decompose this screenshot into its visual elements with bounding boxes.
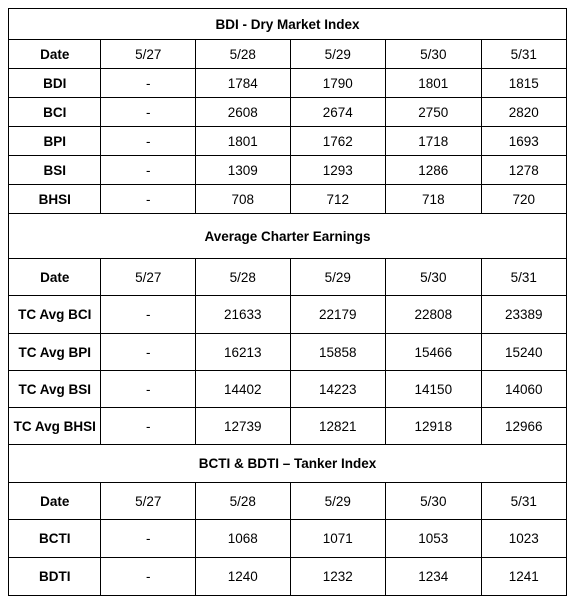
table-row-bpi <box>9 127 567 156</box>
value-cell: 15240 <box>481 334 566 371</box>
value-cell: 2750 <box>386 98 482 127</box>
value-cell: 718 <box>386 185 482 214</box>
value-cell: 1801 <box>196 127 291 156</box>
table-row-tc-avg-bpi <box>9 334 567 371</box>
value-cell: - <box>101 98 196 127</box>
value-cell: 14402 <box>196 371 291 408</box>
value-cell: - <box>101 408 196 445</box>
section-title-row <box>9 445 567 483</box>
date-cell: 5/28 <box>196 483 291 520</box>
row-label: BCI <box>9 98 101 127</box>
value-cell: - <box>101 185 196 214</box>
section-title-charter-earnings: Average Charter Earnings <box>9 214 567 259</box>
value-cell: 1241 <box>481 558 566 596</box>
date-cell: 5/29 <box>290 259 386 296</box>
date-cell: 5/29 <box>290 40 386 69</box>
value-cell: - <box>101 371 196 408</box>
value-cell: 23389 <box>481 296 566 334</box>
value-cell: 1693 <box>481 127 566 156</box>
date-cell: 5/28 <box>196 40 291 69</box>
value-cell: 1801 <box>386 69 482 98</box>
section-title-dry-market: BDI - Dry Market Index <box>9 9 567 40</box>
value-cell: 22179 <box>290 296 386 334</box>
table-row-bdi <box>9 69 567 98</box>
table-row-bcti <box>9 520 567 558</box>
value-cell: - <box>101 127 196 156</box>
row-label: BDI <box>9 69 101 98</box>
date-cell: 5/27 <box>101 483 196 520</box>
table-row-tc-avg-bci <box>9 296 567 334</box>
date-cell: 5/31 <box>481 483 566 520</box>
date-header-row <box>9 259 567 296</box>
date-cell: 5/30 <box>386 259 482 296</box>
value-cell: 1784 <box>196 69 291 98</box>
table-row-bhsi <box>9 185 567 214</box>
value-cell: 1068 <box>196 520 291 558</box>
value-cell: 2608 <box>196 98 291 127</box>
value-cell: 22808 <box>386 296 482 334</box>
value-cell: - <box>101 334 196 371</box>
date-cell: 5/29 <box>290 483 386 520</box>
date-cell: 5/27 <box>101 259 196 296</box>
value-cell: 1023 <box>481 520 566 558</box>
value-cell: 1286 <box>386 156 482 185</box>
table-row-bsi <box>9 156 567 185</box>
row-label: BHSI <box>9 185 101 214</box>
value-cell: 1240 <box>196 558 291 596</box>
value-cell: - <box>101 156 196 185</box>
date-cell: 5/31 <box>481 259 566 296</box>
value-cell: 712 <box>290 185 386 214</box>
value-cell: - <box>101 520 196 558</box>
value-cell: 14150 <box>386 371 482 408</box>
value-cell: 1293 <box>290 156 386 185</box>
date-header-label: Date <box>9 259 101 296</box>
value-cell: 15466 <box>386 334 482 371</box>
value-cell: 12821 <box>290 408 386 445</box>
row-label: BPI <box>9 127 101 156</box>
value-cell: 12966 <box>481 408 566 445</box>
section-title-row <box>9 9 567 40</box>
table-row-tc-avg-bsi <box>9 371 567 408</box>
value-cell: 12918 <box>386 408 482 445</box>
value-cell: 1278 <box>481 156 566 185</box>
section-title-row <box>9 214 567 259</box>
row-label: TC Avg BCI <box>9 296 101 334</box>
value-cell: 2820 <box>481 98 566 127</box>
value-cell: 1071 <box>290 520 386 558</box>
date-cell: 5/30 <box>386 483 482 520</box>
value-cell: - <box>101 296 196 334</box>
value-cell: 1762 <box>290 127 386 156</box>
value-cell: 14223 <box>290 371 386 408</box>
date-cell: 5/31 <box>481 40 566 69</box>
value-cell: 1790 <box>290 69 386 98</box>
value-cell: 12739 <box>196 408 291 445</box>
value-cell: 1815 <box>481 69 566 98</box>
table-row-bdti <box>9 558 567 596</box>
date-cell: 5/27 <box>101 40 196 69</box>
value-cell: 16213 <box>196 334 291 371</box>
market-index-table <box>8 8 567 596</box>
date-header-label: Date <box>9 483 101 520</box>
table-row-tc-avg-bhsi <box>9 408 567 445</box>
row-label: TC Avg BSI <box>9 371 101 408</box>
row-label: BSI <box>9 156 101 185</box>
row-label: TC Avg BPI <box>9 334 101 371</box>
row-label: BCTI <box>9 520 101 558</box>
date-header-label: Date <box>9 40 101 69</box>
value-cell: 720 <box>481 185 566 214</box>
date-header-row <box>9 483 567 520</box>
value-cell: 708 <box>196 185 291 214</box>
date-header-row <box>9 40 567 69</box>
value-cell: 1718 <box>386 127 482 156</box>
value-cell: 1234 <box>386 558 482 596</box>
row-label: BDTI <box>9 558 101 596</box>
value-cell: 21633 <box>196 296 291 334</box>
value-cell: 15858 <box>290 334 386 371</box>
value-cell: - <box>101 69 196 98</box>
value-cell: 1309 <box>196 156 291 185</box>
value-cell: - <box>101 558 196 596</box>
date-cell: 5/30 <box>386 40 482 69</box>
value-cell: 1232 <box>290 558 386 596</box>
value-cell: 2674 <box>290 98 386 127</box>
section-title-tanker-index: BCTI & BDTI – Tanker Index <box>9 445 567 483</box>
value-cell: 14060 <box>481 371 566 408</box>
value-cell: 1053 <box>386 520 482 558</box>
row-label: TC Avg BHSI <box>9 408 101 445</box>
date-cell: 5/28 <box>196 259 291 296</box>
table-row-bci <box>9 98 567 127</box>
